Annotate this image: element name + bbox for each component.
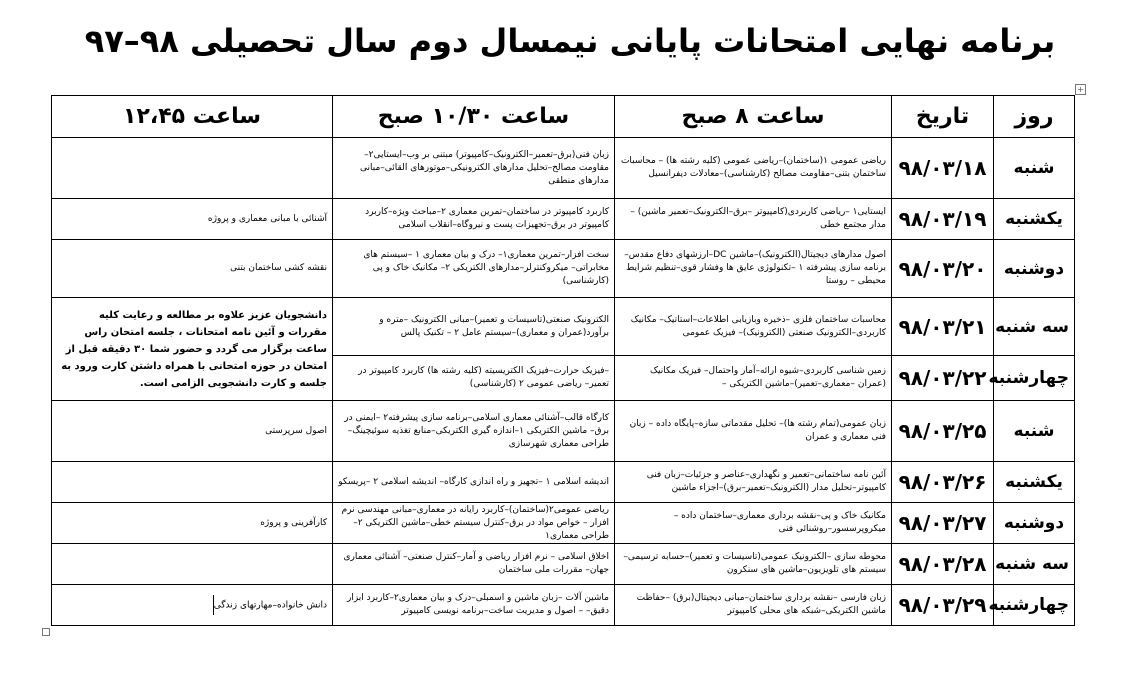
date-cell: ۹۸/۰۳/۲۹ bbox=[892, 585, 994, 626]
date-cell: ۹۸/۰۳/۲۱ bbox=[892, 298, 994, 356]
header-day: روز bbox=[994, 96, 1075, 138]
table-row bbox=[52, 585, 1075, 626]
slot-3-text: دانش خانواده–مهارتهای زندگی bbox=[213, 600, 327, 611]
slot-3-cell: کارآفرینی و پروژه bbox=[52, 503, 333, 544]
day-cell: یکشنبه bbox=[994, 199, 1075, 240]
slot-1-cell: زبان فارسی –نقشه برداری ساختمان–مبانی دیجیتال(برق) –حفاظت ماشین الکتریکی–شبکه های محلی کامپیوتر bbox=[615, 585, 892, 626]
slot-3-cell: آشنائی با مبانی معماری و پروژه bbox=[52, 199, 333, 240]
date-cell: ۹۸/۰۳/۲۷ bbox=[892, 503, 994, 544]
slot-2-cell: کارگاه قالب–آشنائی معماری اسلامی–برنامه سازی پیشرفته۲ –ایمنی در برق– ماشین الکتریکی ۱–اندازه گیری الکتریکی–منابع تغذیه سوئیچینگ–طراحی معماری شهرسازی bbox=[333, 401, 615, 462]
header-slot-3: ساعت ۱۲،۴۵ bbox=[52, 96, 333, 138]
slot-1-cell: ریاضی عمومی ۱(ساختمان)–ریاضی عمومی (کلیه رشته ها) – محاسبات ساختمان بتنی–مقاومت مصالح (کارشناسی)–معادلات دیفرانسیل bbox=[615, 138, 892, 199]
exam-rules-note: دانشجویان عزیز علاوه بر مطالعه و رعایت کلیه مقررات و آئین نامه امتحانات ، جلسه امتحان راس ساعت برگزار می گردد و حضور شما ۳۰ دقیقه قبل از امتحان در حوزه امتحانی با همراه داشتن کارت ورود به جلسه و کارت دانشجویی الزامی است. bbox=[52, 298, 333, 401]
day-cell: دوشنبه bbox=[994, 240, 1075, 298]
slot-3-cell bbox=[52, 462, 333, 503]
slot-2-cell: زبان فنی(برق–تعمیر–الکترونیک–کامپیوتر) مبتنی بر وب–ایستایی۲–مقاومت مصالح–تحلیل مدارهای الکترونیکی–موتورهای القائی–مبانی مدارهای منطقی bbox=[333, 138, 615, 199]
slot-2-cell: اخلاق اسلامی – نرم افزار ریاضی و آمار–کنترل صنعتی– آشنائی معماری جهان– مقررات ملی ساختمان bbox=[333, 544, 615, 585]
date-cell: ۹۸/۰۳/۱۸ bbox=[892, 138, 994, 199]
table-row bbox=[52, 462, 1075, 503]
slot-1-cell: محاسبات ساختمان فلزی –ذخیره وبازیابی اطلاعات–استاتیک– مکانیک کاربردی–الکترونیک صنعتی (الکترونیک)– فیزیک عمومی bbox=[615, 298, 892, 356]
table-resize-handle[interactable] bbox=[42, 628, 50, 636]
slot-2-cell: ریاضی عمومی۲(ساختمان)–کاربرد رایانه در معماری–مبانی مهندسی نرم افزار – خواص مواد در برق–کنترل سیستم خطی–ماشین الکتریکی ۲–طراحی معماری۱ bbox=[333, 503, 615, 544]
slot-1-cell: اصول مدارهای دیجیتال(الکترونیک)–ماشین DC–ارزشهای دفاع مقدس–برنامه سازی پیشرفته ۱ –تکنولوژی عایق ها وفشار قوی–تنظیم شرایط محیطی – روستا bbox=[615, 240, 892, 298]
date-cell: ۹۸/۰۳/۲۶ bbox=[892, 462, 994, 503]
slot-1-cell: آئین نامه ساختمانی–تعمیر و نگهداری–عناصر و جزئیات–زبان فنی کامپیوتر–تحلیل مدار (الکترونیک–تعمیر–برق)–اجزاء ماشین bbox=[615, 462, 892, 503]
header-slot-1: ساعت ۸ صبح bbox=[615, 96, 892, 138]
slot-2-cell: ماشین آلات –زبان ماشین و اسمبلی–درک و بیان معماری۲–کاربرد ابزار دقیق– – اصول و مدیریت ساخت–برنامه نویسی کامپیوتر bbox=[333, 585, 615, 626]
table-row bbox=[52, 240, 1075, 298]
table-row bbox=[52, 503, 1075, 544]
date-cell: ۹۸/۰۳/۲۵ bbox=[892, 401, 994, 462]
slot-2-cell: الکترونیک صنعتی(تاسیسات و تعمیر)–مبانی الکترونیک –متره و برآورد(عمران و معماری)–سیستم عامل ۲ – تکنیک پالس bbox=[333, 298, 615, 356]
slot-1-cell: محوطه سازی –الکترونیک عمومی(تاسیسات و تعمیر)–حسابه ترسیمی–سیستم های تلویزیون–ماشین های سنکرون bbox=[615, 544, 892, 585]
slot-1-cell: مکانیک خاک و پی–نقشه برداری معماری–ساختمان داده – میکروپرسسور–روشنائی فنی bbox=[615, 503, 892, 544]
day-cell: سه شنبه bbox=[994, 544, 1075, 585]
day-cell: دوشنبه bbox=[994, 503, 1075, 544]
table-row bbox=[52, 401, 1075, 462]
day-cell: چهارشنبه bbox=[994, 356, 1075, 401]
table-row bbox=[52, 544, 1075, 585]
date-cell: ۹۸/۰۳/۲۸ bbox=[892, 544, 994, 585]
page-title: برنامه نهایی امتحانات پایانی نیمسال دوم سال تحصیلی ۹۸–۹۷ bbox=[84, 22, 1056, 60]
slot-1-cell: زبان عمومی(تمام رشته ها)– تحلیل مقدماتی سازه–پایگاه داده – زبان فنی معماری و عمران bbox=[615, 401, 892, 462]
day-cell: شنبه bbox=[994, 138, 1075, 199]
slot-1-cell: ایستایی۱ –ریاضی کاربردی(کامپیوتر –برق–الکترونیک–تعمیر ماشین) –مدار مجتمع خطی bbox=[615, 199, 892, 240]
slot-2-cell: اندیشه اسلامی ۱ –تجهیز و راه اندازی کارگاه– اندیشه اسلامی ۲ –پریسکو bbox=[333, 462, 615, 503]
slot-3-cell: نقشه کشی ساختمان بتنی bbox=[52, 240, 333, 298]
header-date: تاریخ bbox=[892, 96, 994, 138]
table-row bbox=[52, 298, 1075, 356]
day-cell: شنبه bbox=[994, 401, 1075, 462]
date-cell: ۹۸/۰۳/۱۹ bbox=[892, 199, 994, 240]
slot-1-cell: زمین شناسی کاربردی–شیوه ارائه–آمار واحتمال– فیزیک مکانیک (عمران –معماری–تعمیر)–ماشین الکتریکی – bbox=[615, 356, 892, 401]
date-cell: ۹۸/۰۳/۲۰ bbox=[892, 240, 994, 298]
table-move-handle-icon[interactable]: + bbox=[1075, 84, 1086, 95]
slot-3-cell bbox=[52, 544, 333, 585]
day-cell: چهارشنبه bbox=[994, 585, 1075, 626]
slot-2-cell: –فیزیک حرارت–فیزیک الکتریسیته (کلیه رشته ها) کاربرد کامپیوتر در تعمیر– ریاضی عمومی ۲ (کارشناسی) bbox=[333, 356, 615, 401]
table-row bbox=[52, 199, 1075, 240]
header-slot-2: ساعت ۱۰/۳۰ صبح bbox=[333, 96, 615, 138]
exam-schedule-table bbox=[51, 95, 1075, 626]
header-row bbox=[52, 96, 1075, 138]
slot-2-cell: سخت افزار–تمرین معماری۱– درک و بیان معماری ۱ –سیستم های مخابراتی– میکروکنترلر–مدارهای الکتریکی ۲– مکانیک خاک و پی (کارشناسی) bbox=[333, 240, 615, 298]
slot-2-cell: کاربرد کامپیوتر در ساختمان–تمرین معماری ۲–مباحث ویژه–کاربرد کامپیوتر در برق–تجهیزات پست و نیروگاه–انقلاب اسلامی bbox=[333, 199, 615, 240]
day-cell: یکشنبه bbox=[994, 462, 1075, 503]
table-row bbox=[52, 138, 1075, 199]
slot-3-cell bbox=[52, 138, 333, 199]
slot-3-cell: اصول سرپرستی bbox=[52, 401, 333, 462]
day-cell: سه شنبه bbox=[994, 298, 1075, 356]
date-cell: ۹۸/۰۳/۲۲ bbox=[892, 356, 994, 401]
slot-3-cell bbox=[52, 585, 333, 626]
